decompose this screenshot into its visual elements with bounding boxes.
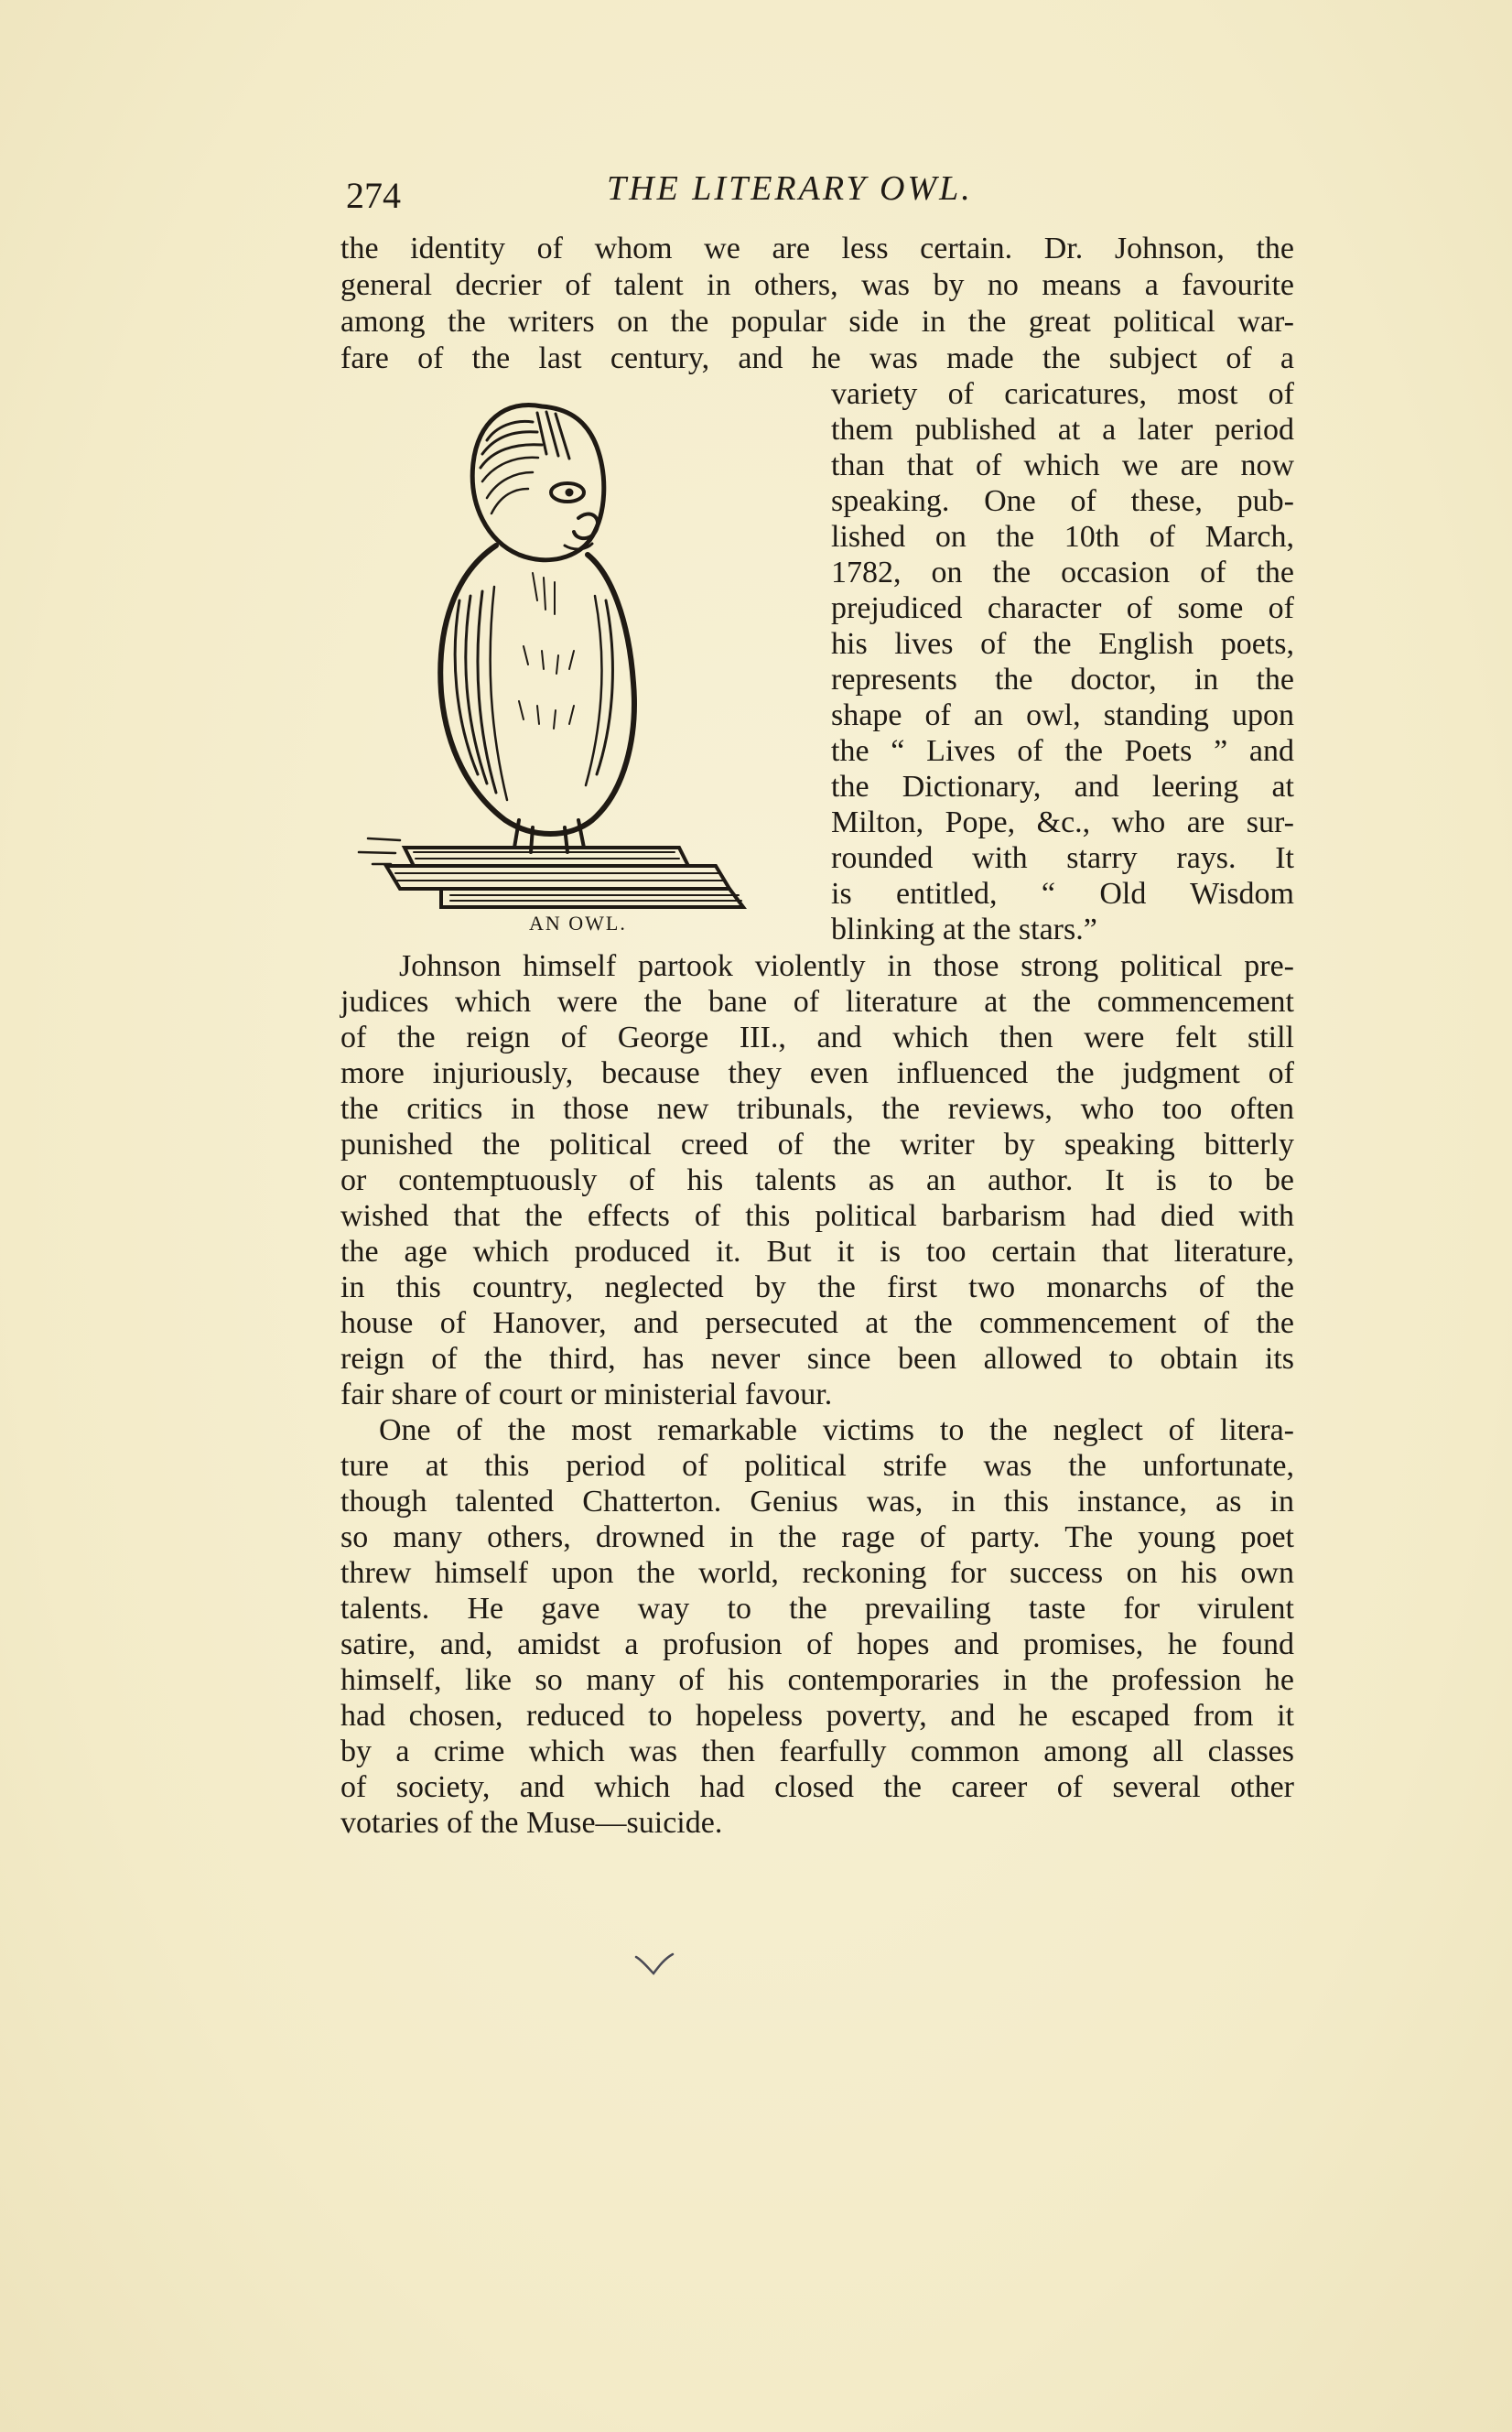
text-line: rounded with starry rays. It [831, 841, 1294, 875]
text-line: lished on the 10th of March, [831, 520, 1294, 554]
text-line: is entitled, “ Old Wisdom [831, 877, 1294, 911]
text-line: them published at a later period [831, 413, 1294, 447]
text-line: wished that the effects of this political barbarism had died with [340, 1199, 1294, 1233]
text-line: in this country, neglected by the first two monarchs of the [340, 1270, 1294, 1304]
text-line: variety of caricatures, most of [831, 377, 1294, 411]
text-line: fair share of court or ministerial favour. [340, 1378, 833, 1411]
text-line: punished the political creed of the writer by speaking bitterly [340, 1128, 1294, 1162]
text-line: 1782, on the occasion of the [831, 556, 1294, 589]
text-line: speaking. One of these, pub- [831, 484, 1294, 518]
text-line: votaries of the Muse—suicide. [340, 1806, 723, 1840]
text-line: reign of the third, has never since been allowed to obtain its [340, 1342, 1294, 1376]
text-line: though talented Chatterton. Genius was, in this instance, as in [340, 1485, 1294, 1519]
text-line: represents the doctor, in the [831, 663, 1294, 697]
figure-caption: AN OWL. [529, 912, 627, 935]
text-line: of society, and which had closed the career of several other [340, 1770, 1294, 1804]
text-line: Milton, Pope, &c., who are sur- [831, 805, 1294, 839]
text-line: more injuriously, because they even influenced the judgment of [340, 1056, 1294, 1090]
text-line: house of Hanover, and persecuted at the commencement of the [340, 1306, 1294, 1340]
text-line: satire, and, amidst a profusion of hopes and promises, he found [340, 1627, 1294, 1661]
signature-mark-icon [632, 1950, 677, 1977]
page-header [346, 165, 1298, 220]
text-line: judices which were the bane of literature at the commencement [340, 985, 1294, 1019]
text-line: his lives of the English poets, [831, 627, 1294, 661]
page-number: 274 [346, 175, 401, 216]
text-line: of the reign of George III., and which then were felt still [340, 1021, 1294, 1054]
text-line: had chosen, reduced to hopeless poverty, and he escaped from it [340, 1699, 1294, 1733]
text-line: One of the most remarkable victims to the neglect of litera- [379, 1413, 1294, 1447]
text-line: Johnson himself partook violently in those strong political pre- [399, 949, 1294, 983]
text-line: than that of which we are now [831, 449, 1294, 482]
text-line: threw himself upon the world, reckoning for success on his own [340, 1556, 1294, 1590]
text-line: general decrier of talent in others, was by no means a favourite [340, 268, 1294, 302]
text-line: the “ Lives of the Poets ” and [831, 734, 1294, 768]
text-line: blinking at the stars.” [831, 913, 1097, 946]
text-line: shape of an owl, standing upon [831, 698, 1294, 732]
text-line: or contemptuously of his talents as an author. It is to be [340, 1163, 1294, 1197]
owl-engraving [350, 390, 771, 915]
running-title: THE LITERARY OWL. [607, 169, 973, 208]
text-line: himself, like so many of his contemporaries in the profession he [340, 1663, 1294, 1697]
text-line: among the writers on the popular side in the great political war- [340, 305, 1294, 339]
text-line: fare of the last century, and he was made the subject of a [340, 341, 1294, 375]
text-line: the Dictionary, and leering at [831, 770, 1294, 804]
text-line: the critics in those new tribunals, the reviews, who too often [340, 1092, 1294, 1126]
text-line: ture at this period of political strife was the unfortunate, [340, 1449, 1294, 1483]
text-line: by a crime which was then fearfully common among all classes [340, 1735, 1294, 1768]
text-line: the age which produced it. But it is too certain that literature, [340, 1235, 1294, 1269]
text-line: talents. He gave way to the prevailing taste for virulent [340, 1592, 1294, 1626]
text-line: the identity of whom we are less certain. Dr. Johnson, the [340, 232, 1294, 265]
text-line: prejudiced character of some of [831, 591, 1294, 625]
text-line: so many others, drowned in the rage of party. The young poet [340, 1520, 1294, 1554]
